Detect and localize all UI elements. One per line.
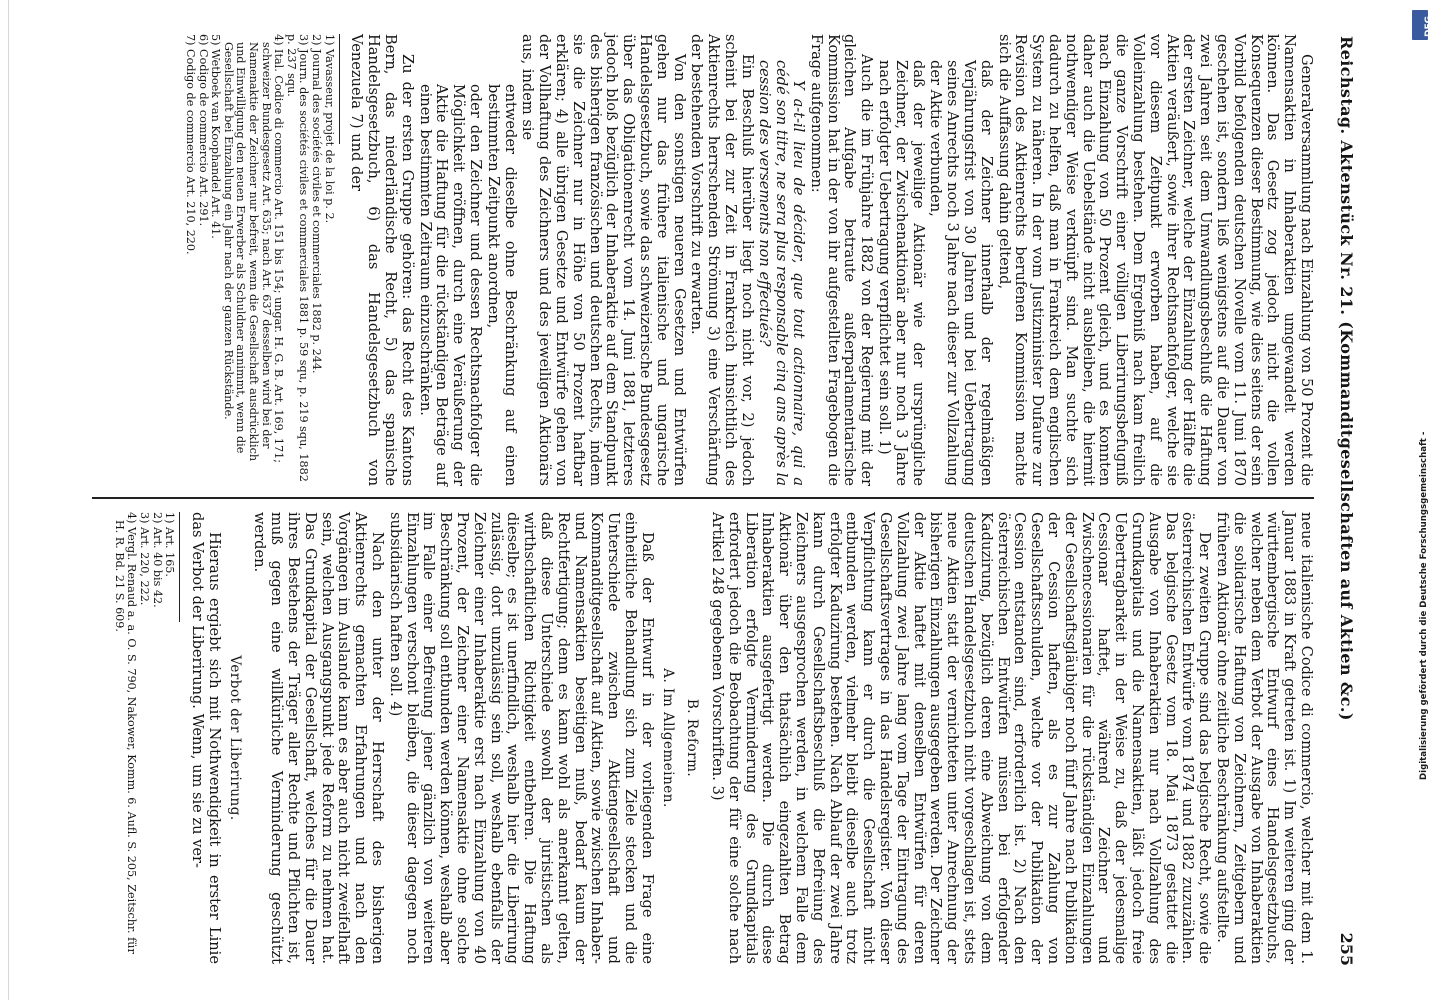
page-number: 255 <box>1337 932 1356 966</box>
french-quotation: Y a-t-il lieu de décider, que tout actionnaire, qui a cédé son titre, ne sera plus responsable cinq ans après la cession des versements non effectués? <box>756 60 808 486</box>
running-head: Reichstag. Aktenstück Nr. 21. (Kommanditgesellschaften auf Aktien &c.) <box>1337 36 1356 721</box>
footnote: 1) Vavasseur, projet de la loi p. 2. <box>322 34 336 224</box>
paragraph: Generalversammlung nach Einzahlung von 50 Prozent die Namensaktien in Inhaberaktien umgewandelt werden können. Das Gesetz zog jedoch nicht die vollen Konsequenzen dieser Bestimmung, wie dies seitens der sein Vorbild befolgenden deutschen Novelle vom 11. Juni 1870 geschehen ist, sondern ließ wenigstens auf die Dauer von zwei Jahren seit dem Umwandlungsbeschluß die Haftung der ersten Zeichner, welche der Einzahlung der Hälfte die Aktien veräußert, sowie ihrer Rechtsnachfolger, welche sie vor diesem Zeitpunkt erworben haben, auf die Volleinzahlung bestehen. Dem Ergebniß nach kam freilich die ganze Vorschrift einer völligen Liberirungsbefugniß nach Einzahlung von 50 Prozent gleich, und es konnten daher auch die Uebelstände nicht ausbleiben, die hiermit nothwendiger Weise verknüpft sind. Man suchte sich dadurch zu helfen, daß man in Frankreich dem englischen System zu näheren. In der vom Justizminister Dufaure zur Revision des Aktienrechts berufenen Kommission machte sich die Auffassung dahin geltend, <box>995 34 1315 486</box>
paragraph: Zu der ersten Gruppe gehören: das Recht des Kantons Bern, das niederländische Recht, 5) das spanische Handelsgesetzbuch, 6) das Handelsgesetzbuch von Venezuela 7) und der <box>348 34 416 486</box>
paragraph: Daß der Entwurf in der vorliegenden Frage eine einheitliche Behandlung sich zum Ziele stecken und die Unterschiede zwischen Aktiengesellschaft und Kommanditgesellschaft auf Aktien, sowie zwischen Inhaber- und Namensaktien beseitigen muß, bedarf kaum der Rechtfertigung; denn es kann wohl als anerkannt gelten, daß diese Unterschiede sowohl der juristischen als wirthschaftlichen Richtigkeit entbehren. Die Haftung dieselbe; es ist unerfindlich, weshalb hier die Liberirung zulässig, dort unzulässig sein soll, weshalb ebenfalls der Zeichner einer Inhaberaktie erst nach Einzahlung von 40 Prozent, der Zeichner einer Namensaktie ohne solche Beschränkung soll entbunden werden können, weshalb aber im Falle einer Befreiung jener gänzlich von weiteren Einzahlungen verschont bleiben, die dieser dagegen noch subsidiarisch haften soll. 4) <box>386 512 656 964</box>
paragraph: Der zweiten Gruppe sind das belgische Recht, sowie die österreichischen Entwürfe vom 1874 und 1882 zuzuzählen. Das belgische Gesetz vom 18. Mai 1873 gestattet die Ausgabe von Inhaberaktien nur nach Vollzahlung des Grundkapitals und die Namensaktien, läßt jedoch freie Uebertragbarkeit in der Weise zu, daß der jedesmalige Cessionar haftet, während Zeichner und Zwischencessionarien für die rückständigen Einzahlungen der Gesellschaftsgläubiger noch fünf Jahre nach Publikation der Cession haften, als es zur Zahlung von Gesellschaftsschulden, welche vor der Publikation der Cession entstanden sind, erforderlich ist. 2) Nach den österreichischen Entwürfen müssen bei erfolgender Kaduzirung, bezüglich deren eine Abweichung von dem deutschen Handelsgesetzbuch nicht vorgeschlagen ist, stets neue Aktien statt der vernichteten unter Anrechnung der bisherigen Einzahlungen ausgegeben werden. Der Zeichner der Aktie haftet mit denselben Entwürfen für deren Vollzahlung zwei Jahre lang vom Tage der Eintragung des Gesellschaftsvertrages in das Handelsregister. Von dieser Verpflichtung kann er durch die Gesellschaft nicht entbunden werden, vielmehr bleibt dieselbe auch trotz erfolgter Kaduzirung bestehen. Nach Ablauf der zwei Jahre kann durch Gesellschaftsbeschluß die Befreiung des Zeichners ausgesprochen werden, in welchem Falle dem Aktionär über den thatsächlich eingezahlten Betrag Inhaberaktien ausgefertigt werden. Die durch diese Liberation erfolgte Verminderung des Grundkapitals erfordert jedoch die Beobachtung der für eine solche nach Artikel 248 gegebenen Vorschriften. 3) <box>709 512 1214 964</box>
dfg-logo <box>1412 10 1434 40</box>
subsection-heading: Verbot der Liberirung. <box>226 655 243 821</box>
footnote: 4) Ital. Codice di commercio Art. 151 bis 154; ungar. H. G. B. Art. 169, 171; schweizer Bundesgesetz Art. 635; nach Art. 637 desselben wird bei der Namenaktie der Zeichner nur befreit, wenn die Gesellschaft ausdrücklich und Einwilligung den neuen Erwerber als Schuldner annimmt, wenn die Gesellschaft bei Einzahlung ein Jahr nach der ganzen Rückstände. <box>221 34 286 464</box>
footnote: 4) Vergl. Renaud a. a. O. S. 790, Nakower, Komm. 6. Aufl. S. 205, Zeitschr. für H. R. Bd. 21 S. 609. <box>112 512 139 954</box>
paragraph: Von den sonstigen neueren Gesetzen und Entwürfen gehen nur das frühere italienische und ungarische Handelsgesetzbuch, sowie das schweizerische Bundesgesetz über das Obligationenrecht vom 14. Juni 1881, letzteres jedoch bloß bezüglich der Inhaberaktie auf dem Standpunkt des bisherigen französischen und deutschen Rechts, indem sie die Zeichner nur in Höhe von 50 Prozent haftbar erklären; 4) alle übrigen Gesetze und Entwürfe gehen von der Vollhaftung des Zeichners und des jeweiligen Aktionärs aus, indem sie <box>519 34 688 486</box>
paragraph: Auch die im Frühjahre 1882 von der Regierung mit der gleichen Aufgabe betraute außerparlamentarische Kommission hat in der von ihr aufgestellten Fragebogen die Frage aufgenommen: <box>807 34 876 486</box>
paragraph: Ein Beschluß hierüber liegt noch nicht vor, 2) jedoch scheint bei der zur Zeit in Frankreich hinsichtlich des Aktienrechts herrschenden Strömung 3) eine Verschärfung der bestehenden Vorschrift zu erwarten. <box>688 34 756 486</box>
footnote-rule <box>339 34 340 144</box>
footnote: 6) Codigo de commercio Art. 291. <box>196 34 210 227</box>
footnote: 1) Art. 165. <box>163 512 177 577</box>
quoted-clause: daß der jeweilige Aktionär wie der ursprüngliche Zeichner, der Zwischenaktionär aber nur noch 3 Jahre nach erfolgter Uebertragung verpflichtet sein soll. 1) <box>876 60 927 486</box>
footnote: 5) Wetboek van Koophandel Art. 41. <box>209 34 223 239</box>
section-heading: B. Reform. <box>684 698 701 778</box>
dfg-logo-text: DFG <box>1424 15 1434 37</box>
footnote: 3) Art. 220, 222. <box>138 512 152 606</box>
footnote: 2) Journal des sociétés civiles et commerciales 1882 p. 244. <box>309 34 323 374</box>
footnotes <box>112 512 175 964</box>
column-divider <box>92 497 1314 499</box>
left-column <box>84 34 1314 486</box>
footnote: 7) Codigo de commercio Art. 210, 220. <box>184 34 198 255</box>
footnote: 3) Journ. des sociétés civiles et commerciales 1881 p. 59 squ, p. 219 squ, 1882 p. 237 squ. <box>284 34 311 482</box>
digitization-credit-text: Digitalisierung gefördert durch die Deutsche Forschungsgemeinschaft - <box>1419 431 1429 780</box>
footnotes <box>183 34 334 486</box>
quoted-clause: entweder dieselbe ohne Beschränkung auf einen bestimmten Zeitpunkt anordnen, <box>484 84 519 486</box>
right-column <box>84 512 1314 964</box>
footnote-rule <box>179 512 180 622</box>
page-header <box>1330 36 1354 966</box>
scan-edge <box>8 0 9 1000</box>
paragraph: Nach den unter der Herrschaft des bisherigen Aktienrechts gemachten Erfahrungen und nach den Vorgängen im Auslande kann es aber auch nicht zweifelhaft sein, welchen Ausgangspunkt jede Reform zu nehmen hat. Das Grundkapital der Gesellschaft, welches für die Dauer ihres Bestehens der Träger aller Rechte und Pflichten ist, muß gegen eine willkürliche Verminderung geschützt werden. <box>251 512 386 964</box>
paragraph: neue italienische Codice di commercio, welcher mit dem 1. Januar 1883 in Kraft getreten ist. 1) Im weiteren ging der württembergische Entwurf eines Handelsgesetzbuchs, welcher neben dem Verbot der Ausgabe von Inhaberaktien die solidarische Haftung von Zeichnern, Zeitgebern und früheren Aktionär ohne zeitliche Beschränkung aufstellte. <box>1214 512 1315 964</box>
quoted-clause: oder den Zeichner und dessen Rechtsnachfolger die Möglichkeit eröffnen, durch eine Veräußerung der Aktie die Haftung für die rückständigen Beträge auf einen bestimmten Zeitraum einzuschränken. <box>416 84 484 486</box>
footnote: 2) Art. 40 bis 42. <box>150 512 164 608</box>
subsection-heading: A. Im Allgemeinen. <box>659 668 676 808</box>
paragraph: Hieraus ergiebt sich mit Nothwendigkeit in erster Linie das Verbot der Liberirung. Wenn, um sie zu ver- <box>189 512 223 964</box>
document-page <box>52 20 1392 980</box>
quoted-clause: daß der Zeichner innerhalb der regelmäßigen Verjährungsfrist von 30 Jahren und bei Uebertragung seines Anrechts noch 3 Jahre nach dieser zur Vollzahlung der Aktie verbunden, <box>927 60 995 486</box>
